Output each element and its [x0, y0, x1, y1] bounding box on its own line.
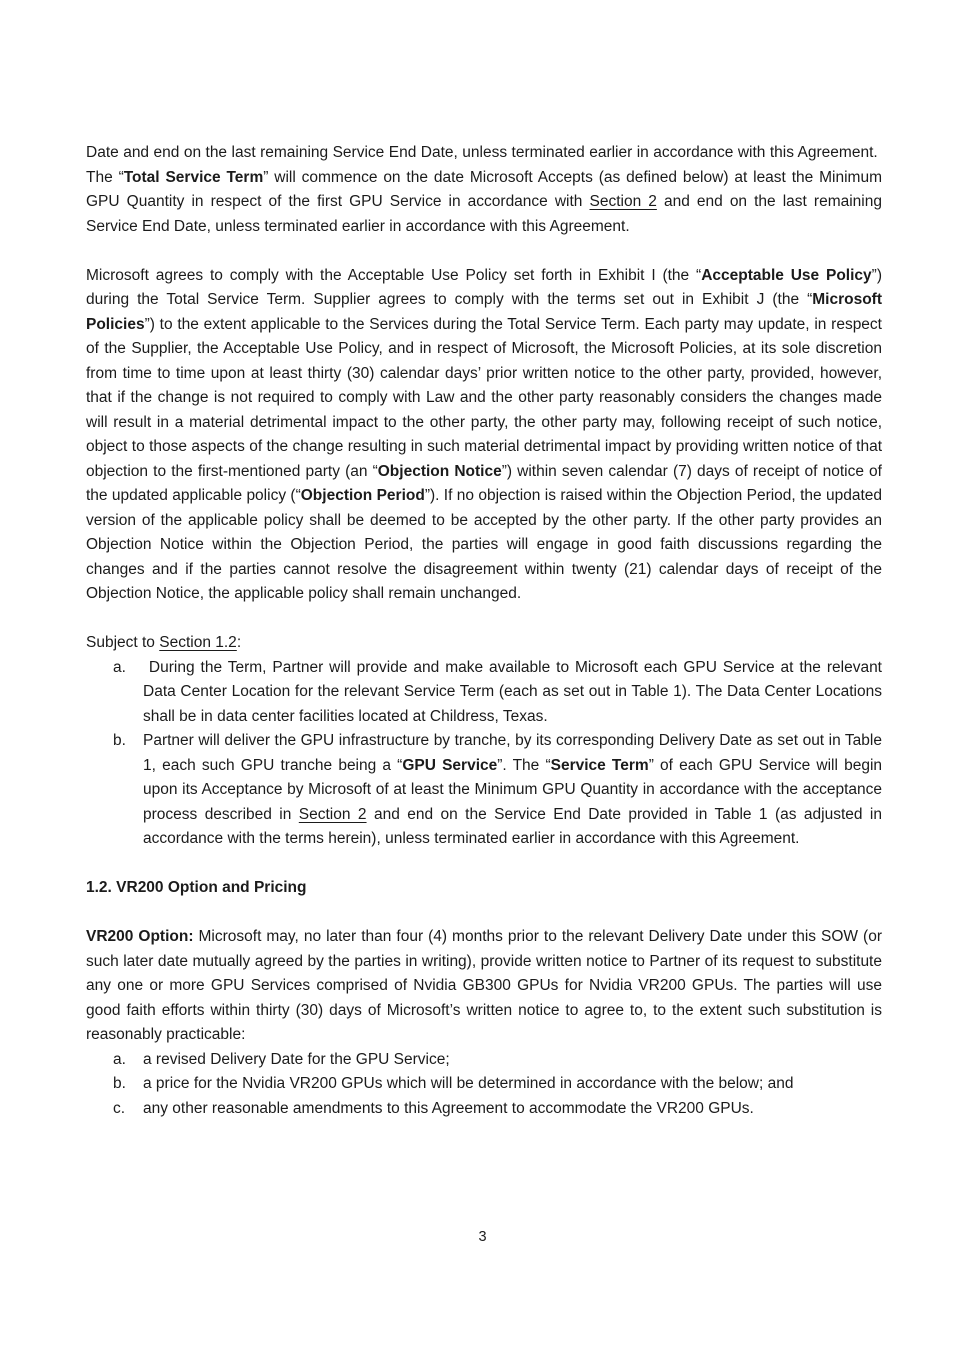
- section-reference: Section 1.2: [159, 634, 237, 651]
- section-reference: Section 2: [589, 193, 657, 210]
- text-run: a revised Delivery Date for the GPU Service;: [143, 1050, 450, 1068]
- text-run: a price for the Nvidia VR200 GPUs which will be determined in accordance with the below; and: [143, 1075, 794, 1092]
- list-item: [86, 1048, 882, 1073]
- text-run: Microsoft may, no later than four (4) months prior to the relevant Delivery Date under this SOW (or such later date mutually agreed by the parties in writing), provide written notice to Partner of its request to substitute any one or more GPU Services comprised of Nvidia GB300 GPUs for Nvidia VR200 GPUs. The parties will use good faith efforts within thirty (30) days of Microsoft’s written notice to agree to, to the extent such substitution is reasonably practicable:: [86, 928, 882, 1043]
- list-item: [86, 1097, 882, 1122]
- paragraph: [86, 264, 882, 607]
- document-body: [86, 141, 882, 1121]
- list-item-marker: c.: [113, 1099, 126, 1117]
- defined-term: Service Term: [550, 756, 649, 774]
- list-item-text: [143, 1048, 882, 1073]
- list-item: [86, 1072, 882, 1097]
- defined-term: GPU Service: [402, 756, 498, 774]
- ordered-list: [86, 1048, 882, 1122]
- text-run: ”) during the Total Service Term. Supplier agrees to comply with the terms set out in Exhibit J (the “: [86, 266, 882, 308]
- defined-term: 1.2. VR200 Option and Pricing: [86, 879, 307, 896]
- text-run: :: [236, 634, 242, 651]
- text-run: and end on the last remaining Service End Date, unless terminated earlier in accordance with this Agreement.: [86, 193, 882, 235]
- paragraph: [86, 925, 882, 1048]
- text-run: Microsoft agrees to comply with the Acceptable Use Policy set forth in Exhibit I (the “: [86, 266, 702, 284]
- list-item-marker: a.: [113, 1050, 126, 1068]
- list-item-marker: b.: [113, 1075, 126, 1092]
- text-run: ” of each GPU Service will begin upon its Acceptance by Microsoft of at least the Minimum GPU Quantity in accordance with the acceptance process described in: [143, 756, 883, 823]
- list-item-marker: a.: [113, 658, 126, 676]
- text-run: Partner will deliver the GPU infrastructure by tranche, by its corresponding Delivery Date as set out in Table 1, each such GPU tranche being a “: [143, 732, 882, 774]
- list-item-text: [143, 1097, 882, 1122]
- list-item: [86, 729, 882, 852]
- ordered-list: [86, 656, 882, 852]
- text-run: ”. The “: [497, 756, 551, 774]
- list-item-text: [143, 1072, 882, 1097]
- list-item-text: [143, 656, 882, 730]
- text-run: and end on the Service End Date provided in Table 1 (as adjusted in accordance with the terms herein), unless terminated earlier in accordance with this Agreement.: [143, 805, 882, 847]
- paragraph: [86, 141, 882, 239]
- defined-term: Microsoft Policies: [86, 291, 882, 333]
- text-run: ”) to the extent applicable to the Services during the Total Service Term. Each party may update, in respect of the Supplier, the Acceptable Use Policy, and in respect of Microsoft, the Microsoft Policies, at its sole discretion from time to time upon at least thirty (30) calendar days’ prior written notice to the other party, provided, however, that if the change is not required to comply with Law and the other party reasonably considers the changes made will result in a material detrimental impact to the other party, the other party may, following receipt of such notice, object to those aspects of the change resulting in such material detrimental impact by providing written notice of that objection to the first-mentioned party (an “: [86, 315, 882, 480]
- list-item-text: [143, 729, 882, 852]
- defined-term: Acceptable Use Policy: [701, 266, 872, 284]
- section-heading: [86, 876, 882, 901]
- text-run: During the Term, Partner will provide and make available to Microsoft each GPU Service at the relevant Data Center Location for the relevant Service Term (each as set out in Table 1). The Data Center Locations shall be in data center facilities located at Childress, Texas.: [143, 658, 882, 725]
- section-reference: Section 2: [298, 805, 367, 823]
- list-item: [86, 656, 882, 730]
- defined-term: Objection Period: [300, 487, 425, 504]
- text-run: any other reasonable amendments to this Agreement to accommodate the VR200 GPUs.: [143, 1099, 754, 1117]
- text-run: Subject to: [86, 634, 160, 651]
- list-item-marker: b.: [113, 732, 126, 749]
- text-run: ”). If no objection is raised within the Objection Period, the updated version of the applicable policy shall be deemed to be accepted by the other party. If the other party provides an Objection Notice within the Objection Period, the parties will engage in good faith discussions regarding the changes and if the parties cannot resolve the disagreement within twenty (21) calendar days of receipt of the Objection Notice, the applicable policy shall remain unchanged.: [86, 487, 883, 602]
- text-run: ” will commence on the date Microsoft Accepts (as defined below) at least the Minimum GPU Quantity in respect of the first GPU Service in accordance with: [86, 168, 882, 210]
- text-run: ”) within seven calendar (7) days of receipt of notice of the updated applicable policy (“: [86, 462, 882, 504]
- defined-term: Objection Notice: [377, 462, 502, 480]
- defined-term: VR200 Option:: [86, 928, 194, 945]
- defined-term: Total Service Term: [123, 168, 264, 186]
- page-number: 3: [478, 1229, 487, 1245]
- paragraph: [86, 631, 882, 656]
- text-run: Date and end on the last remaining Service End Date, unless terminated earlier in accordance with this Agreement. The “: [86, 144, 882, 186]
